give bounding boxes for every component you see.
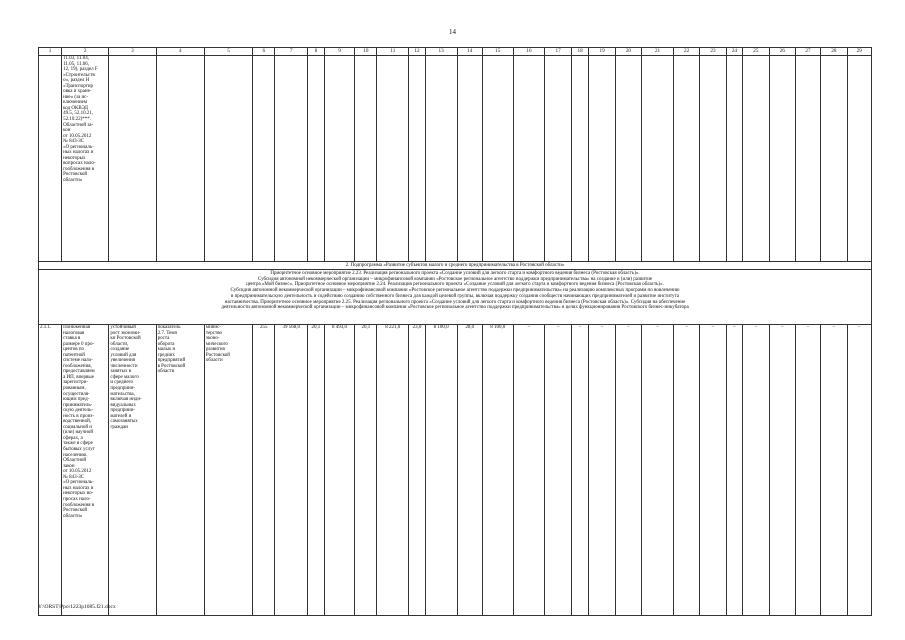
cell-line: оборота — [157, 341, 175, 347]
cell-col-13 — [425, 56, 457, 262]
cell-line: предоставляем — [63, 369, 95, 375]
cell-line: № 843-ЗС — [63, 139, 85, 145]
value-c7: 39 568,0 — [275, 325, 308, 616]
description-line: деятельности автономной некоммерческой организации – микрофинансовой компании «Ростовское региональное агентство поддержки предпринимательства» в целях функционирования Ростовского бизнес-инкубатора — [221, 305, 689, 311]
cell-line: патентной — [63, 352, 85, 358]
description-line: Субсидия автономной некоммерческой организации – микрофинансовой компании «Ростовское региональное агентство поддержки предпринимательства» на реализацию комплексных программ по вовлечению — [230, 288, 680, 294]
column-number-14: 14 — [457, 48, 482, 56]
cell-line: налоговая — [63, 330, 85, 336]
cell-line: также в сфере — [63, 441, 93, 447]
cell-line: населению. — [63, 452, 88, 458]
cell-col-14 — [457, 56, 482, 262]
cell-line: области, — [110, 341, 129, 347]
cell-line: 12, 19), раздел F — [63, 67, 98, 73]
cell-line: «О региональ- — [63, 480, 94, 486]
cell-line: развития — [205, 347, 225, 353]
cell-line: области» — [63, 513, 83, 519]
column-number-11: 11 — [377, 48, 409, 56]
cell-line: ключением — [63, 100, 88, 106]
cell-line: показатель — [157, 325, 181, 330]
cell-line: мического — [205, 341, 228, 347]
cell-line: гообложения в — [63, 166, 95, 172]
cell-col-21 — [642, 56, 674, 262]
column-number-20: 20 — [615, 48, 641, 56]
column-number-29: 29 — [847, 48, 872, 56]
cell-line: ставка в — [63, 336, 81, 342]
value-c8: 20,1 — [308, 325, 324, 616]
column-number-25: 25 — [743, 48, 769, 56]
cell-line: граждан — [110, 424, 128, 430]
cell-line: размере 0 про- — [63, 341, 95, 347]
column-number-22: 22 — [673, 48, 699, 56]
description-line: Субсидия автономной некоммерческой организации – микрофинансовой компании «Ростовское региональное агентство поддержки предпринимательства» на создание и (или) развитие — [257, 276, 653, 282]
cell-col-19 — [589, 56, 615, 262]
cell-line: создание — [110, 347, 130, 353]
cell-line: о», раздел H — [63, 78, 90, 84]
cell-line: численности — [110, 363, 138, 369]
value-c9: 8 493,0 — [324, 325, 355, 616]
value-c10: 20,1 — [355, 325, 377, 616]
cell-line: бытовых услуг — [63, 447, 95, 453]
cell-line: занятых в — [110, 369, 132, 375]
measure-goal — [109, 325, 156, 616]
column-number-17: 17 — [545, 48, 571, 56]
program-table — [38, 47, 872, 616]
cell-line: сферах, а — [63, 435, 83, 441]
cell-line: (или) научной — [63, 430, 93, 436]
cell-col-6 — [253, 56, 275, 262]
column-number-4: 4 — [156, 48, 204, 56]
cell-col-10 — [355, 56, 377, 262]
cell-line: ющим пред- — [63, 397, 90, 403]
cell-line: видуальных — [110, 402, 136, 408]
dash-cell: – — [726, 325, 742, 616]
dash-cell: – — [795, 325, 820, 616]
dash-cell: – — [589, 325, 615, 616]
curator — [204, 325, 252, 616]
cell-col-11 — [377, 56, 409, 262]
cell-line: гообложения в — [63, 502, 95, 508]
cell-line: ных налогах и — [63, 150, 94, 156]
column-number-3: 3 — [109, 48, 156, 56]
dash-cell: – — [769, 325, 795, 616]
cell-line: кон — [63, 128, 71, 134]
cell-line: предприни- — [110, 386, 136, 392]
cell-line: вопросах нало- — [63, 161, 96, 167]
cell-line: области» — [63, 178, 83, 184]
cell-line: увеличения — [110, 358, 135, 364]
value-c13: 8 100,0 — [425, 325, 457, 616]
cell-col-27 — [795, 56, 820, 262]
cell-line: 11.05, 11.06, — [63, 61, 89, 67]
cell-line: центов по — [63, 347, 85, 353]
column-number-26: 26 — [769, 48, 795, 56]
subprogram-description — [39, 270, 872, 325]
description-line: наставничества. Приоритетное основное мероприятие 2.25. Реализация регионального проекта «Создание условий для легкого старта и комфортного ведения бизнеса (Ростовская область)». Субсидия на обеспечение — [224, 299, 686, 305]
cell-col-24 — [726, 56, 742, 262]
cell-line: № 843-ЗС — [63, 474, 85, 480]
value-c6: 255 — [253, 325, 275, 616]
indicator — [156, 325, 204, 616]
cell-line: Областной за- — [63, 122, 94, 128]
cell-col-2 — [62, 56, 109, 262]
cell-line: малых и — [157, 347, 176, 353]
column-number-24: 24 — [726, 48, 742, 56]
page-number: 14 — [449, 28, 456, 36]
cell-line: скую деятель- — [63, 408, 94, 414]
file-path-footer: Y:\ORST\Ppo\1223p1085.f21.docx — [38, 604, 116, 610]
cell-line: овка и хране- — [63, 89, 92, 95]
cell-col-7 — [275, 56, 308, 262]
dash-cell: – — [615, 325, 641, 616]
column-number-6: 6 — [253, 48, 275, 56]
cell-line: устойчивый — [110, 325, 136, 330]
cell-line: мательства, — [110, 391, 135, 397]
cell-col-20 — [615, 56, 641, 262]
cell-line: включая инди- — [110, 397, 142, 403]
description-line: Приоритетное основное мероприятие 2.23. Реализация регионального проекта «Создание условий для легкого старта и комфортного ведения бизнеса (Ростовская область)». — [270, 271, 640, 276]
cell-col-1 — [39, 56, 62, 262]
column-number-8: 8 — [308, 48, 324, 56]
value-c15: 8 100,0 — [482, 325, 513, 616]
dash-cell: – — [700, 325, 726, 616]
item-number: 2.1.1. — [39, 325, 62, 616]
cell-line: самозанятых — [110, 419, 138, 425]
cell-col-5 — [204, 56, 252, 262]
cell-line: приниматель- — [63, 402, 93, 408]
column-number-10: 10 — [355, 48, 377, 56]
dash-cell: – — [673, 325, 699, 616]
cell-line: Ростовской — [63, 508, 88, 514]
cell-line: Ростовской — [63, 172, 88, 178]
cell-line: гообложения, — [63, 363, 92, 369]
cell-line: Областной — [63, 458, 87, 464]
cell-line: 52.10.22)***. — [63, 117, 91, 123]
column-number-28: 28 — [821, 48, 847, 56]
cell-col-25 — [743, 56, 769, 262]
cell-col-12 — [409, 56, 425, 262]
cell-col-8 — [308, 56, 324, 262]
cell-line: а ИП, впервые — [63, 374, 94, 380]
cell-line: предприятий — [157, 358, 186, 364]
cell-col-23 — [700, 56, 726, 262]
column-number-21: 21 — [642, 48, 674, 56]
description-row — [39, 270, 872, 325]
table-row — [39, 325, 872, 616]
cell-col-26 — [769, 56, 795, 262]
column-number-5: 5 — [204, 48, 252, 56]
cell-line: терство — [205, 330, 223, 336]
cell-line: просах нало- — [63, 496, 91, 502]
cell-line: Ростовской — [205, 352, 230, 358]
cell-line: ность в произ- — [63, 413, 94, 419]
column-number-19: 19 — [589, 48, 615, 56]
cell-line: предприни- — [110, 408, 136, 414]
column-number-16: 16 — [513, 48, 545, 56]
cell-line: ки Ростовской — [110, 336, 141, 342]
section-row — [39, 262, 872, 270]
dash-cell: – — [743, 325, 769, 616]
column-number-7: 7 — [275, 48, 308, 56]
cell-line: системе нало- — [63, 358, 93, 364]
cell-line: «О региональ- — [63, 144, 94, 150]
cell-col-15 — [482, 56, 513, 262]
cell-line: области — [157, 369, 175, 375]
dash-cell: – — [821, 325, 847, 616]
column-number-12: 12 — [409, 48, 425, 56]
cell-line: и среднего — [110, 380, 133, 386]
measure-name — [62, 325, 109, 616]
cell-line: области — [205, 358, 223, 364]
dash-cell: – — [571, 325, 589, 616]
column-number-27: 27 — [795, 48, 820, 56]
cell-col-29 — [847, 56, 872, 262]
cell-line: эконо- — [205, 336, 220, 342]
description-line: в предпринимательскую деятельность и содействию созданию собственного бизнеса для каждой целевой группы, включая поддержку создания сообществ начинающих предпринимателей и развитие института — [231, 293, 679, 299]
cell-line: минис- — [205, 325, 221, 330]
cell-line: ных налогах и — [63, 485, 94, 491]
cell-line: 49.5, 52.10.21, — [63, 111, 94, 117]
dash-cell: – — [545, 325, 571, 616]
cell-col-22 — [673, 56, 699, 262]
subprogram-title: 2. Подпрограмма «Развитие субъектов малого и среднего предпринимательства в Ростовской области» — [39, 262, 872, 270]
cell-col-28 — [821, 56, 847, 262]
cell-col-4 — [156, 56, 204, 262]
cell-line: от 10.05.2012 — [63, 133, 92, 139]
column-number-9: 9 — [324, 48, 355, 56]
cell-line: зарегистри- — [63, 380, 89, 386]
description-line: центра «Мой бизнес». Приоритетное основное мероприятие 2.24. Реализация регионального проекта «Создание условий для легкого старта и комфортного ведения бизнеса (Ростовская область)». — [246, 282, 664, 288]
cell-line: водственной, — [63, 419, 92, 425]
cell-line: 11.03, 11.04, — [63, 56, 89, 61]
cell-line: закон — [63, 463, 75, 469]
value-c11: 8 221,0 — [377, 325, 409, 616]
cell-col-18 — [571, 56, 589, 262]
cell-line: от 10.05.2012 — [63, 469, 92, 475]
column-number-row — [39, 48, 872, 56]
cell-line: Пониженная — [63, 325, 91, 330]
cell-line: осуществля- — [63, 391, 90, 397]
cell-line: условий для — [110, 352, 137, 358]
column-number-2: 2 — [62, 48, 109, 56]
cell-col-16 — [513, 56, 545, 262]
column-number-23: 23 — [700, 48, 726, 56]
dash-cell: – — [642, 325, 674, 616]
column-number-18: 18 — [571, 48, 589, 56]
cell-line: некоторых во- — [63, 491, 94, 497]
cell-line: сфере малого — [110, 374, 139, 380]
value-c12: 23,0 — [409, 325, 425, 616]
cell-col-3 — [109, 56, 156, 262]
cell-line: роста — [157, 336, 170, 342]
cell-line: «Транспортир — [63, 83, 94, 89]
dash-cell: – — [847, 325, 872, 616]
cell-line: ние» (за ис- — [63, 94, 89, 100]
cell-line: средних — [157, 352, 175, 358]
cell-line: «Строительств — [63, 72, 95, 78]
column-number-13: 13 — [425, 48, 457, 56]
cell-line: мателей и — [110, 413, 132, 419]
cell-line: рованным, — [63, 386, 86, 392]
column-number-15: 15 — [482, 48, 513, 56]
cell-line: некоторых — [63, 155, 86, 161]
cell-line: 2.7. Темп — [157, 330, 178, 336]
cell-line: код ОКВЭД — [63, 105, 88, 111]
cell-col-17 — [545, 56, 571, 262]
cell-line: рост экономи- — [110, 330, 141, 336]
dash-cell: – — [513, 325, 545, 616]
value-c14: 28,0 — [457, 325, 482, 616]
cell-line: социальной и — [63, 424, 92, 430]
cell-col-9 — [324, 56, 355, 262]
column-number-1: 1 — [39, 48, 62, 56]
cell-line: в Ростовской — [157, 363, 186, 369]
table-row — [39, 56, 872, 262]
